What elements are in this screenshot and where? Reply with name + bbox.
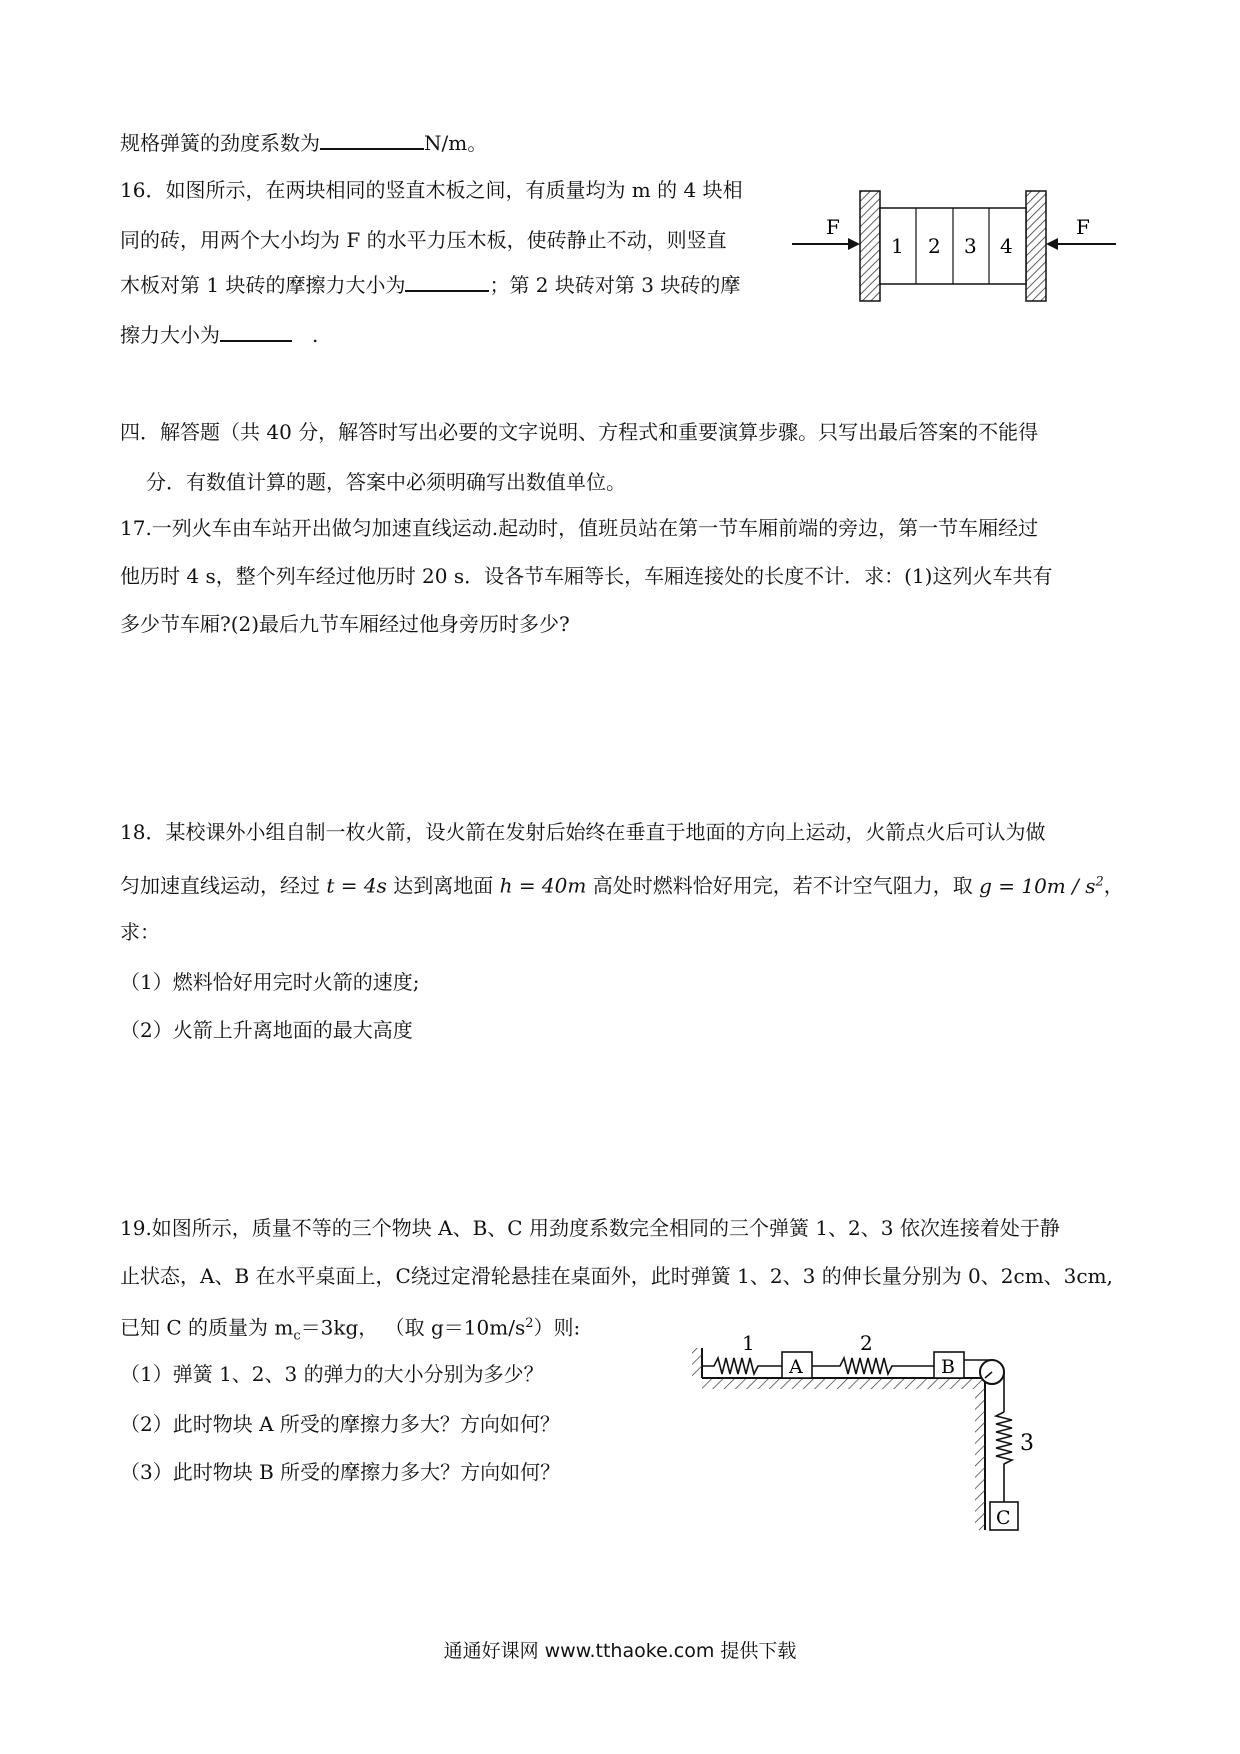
q19-line-3b: ＝3kg， （取 g＝10m/s xyxy=(300,1315,526,1340)
q19-line-1: 19.如图所示，质量不等的三个物块 A、B、C 用劲度系数完全相同的三个弹簧 1、2、3 依次连接着处于静 xyxy=(120,1216,1060,1240)
block-b-label: B xyxy=(941,1356,955,1378)
right-force-label: F xyxy=(1076,215,1090,239)
spring-1-label: 1 xyxy=(742,1332,755,1355)
brick-label-3: 3 xyxy=(964,234,977,258)
q19-g-exponent: 2 xyxy=(525,1316,534,1331)
q15-tail-text: 规格弹簧的劲度系数为 xyxy=(120,131,320,155)
brick-label-1: 1 xyxy=(891,234,904,258)
q16-line-2: 同的砖，用两个大小均为 F 的水平力压木板，使砖静止不动，则竖直 xyxy=(120,228,727,252)
q15-tail-line xyxy=(120,128,487,157)
left-wall-hatch xyxy=(692,1348,702,1378)
q18-sub-1: （1）燃料恰好用完时火箭的速度; xyxy=(120,970,420,994)
brick-label-4: 4 xyxy=(1000,234,1013,258)
q18-line-2c: 高处时燃料恰好用完，若不计空气阻力，取 xyxy=(592,873,973,898)
table-edge-hatch xyxy=(975,1388,985,1530)
spring-3-label: 3 xyxy=(1020,1431,1034,1456)
right-arrow-head xyxy=(1046,238,1058,250)
q16-line-3b: ；第 2 块砖对第 3 块砖的摩 xyxy=(489,273,741,297)
q16-answer-blank-1[interactable] xyxy=(405,270,489,292)
q16-line-4a: 擦力大小为 xyxy=(120,323,220,347)
q16-line-1: 16．如图所示，在两块相同的竖直木板之间，有质量均为 m 的 4 块相 xyxy=(120,178,743,202)
q19-sub-1: （1）弹簧 1、2、3 的弹力的大小分别为多少？ xyxy=(120,1362,544,1386)
left-arrow-head xyxy=(848,238,860,250)
q19-line-3 xyxy=(120,1310,580,1351)
q18-g-exponent: 2 xyxy=(1095,874,1104,889)
page-footer: 通通好课网 www.tthaoke.com 提供下载 xyxy=(443,1640,797,1662)
q18-sub-2: （2）火箭上升离地面的最大高度 xyxy=(120,1018,413,1042)
q19-spring-figure xyxy=(690,1332,1080,1532)
block-a-label: A xyxy=(789,1356,803,1378)
q18-line-2a: 匀加速直线运动，经过 xyxy=(120,873,320,898)
q19-sub-3: （3）此时物块 B 所受的摩擦力多大？方向如何？ xyxy=(120,1460,561,1484)
q18-h-expression: h = 40m xyxy=(499,873,587,898)
spring-3 xyxy=(996,1412,1012,1502)
brick-label-2: 2 xyxy=(928,234,941,258)
left-board xyxy=(860,191,880,301)
q15-unit: N/m。 xyxy=(424,131,488,155)
block-c-label: C xyxy=(996,1507,1011,1529)
q18-line-2d: ， xyxy=(1103,873,1124,898)
table-hatch xyxy=(702,1379,985,1389)
q16-line-3a: 木板对第 1 块砖的摩擦力大小为 xyxy=(120,273,406,297)
q17-line-3: 多少节车厢?(2)最后九节车厢经过他身旁历时多少? xyxy=(120,612,570,636)
section4-line-1: 四．解答题（共 40 分，解答时写出必要的文字说明、方程式和重要演算步骤。只写出最后答案的不能得 xyxy=(120,420,1039,444)
spring-2-label: 2 xyxy=(860,1332,873,1355)
q19-line-3a: 已知 C 的质量为 m xyxy=(120,1315,294,1340)
q16-answer-blank-2[interactable] xyxy=(220,320,292,342)
section4-line-2: 分．有数值计算的题，答案中必须明确写出数值单位。 xyxy=(146,470,626,494)
q19-line-2: 止状态，A、B 在水平桌面上，C绕过定滑轮悬挂在桌面外，此时弹簧 1、2、3 的伸长量分别为 0、2cm、3cm, xyxy=(120,1264,1113,1288)
q18-g-base: g = 10m / s xyxy=(979,873,1096,898)
q19-line-3c: ）则: xyxy=(533,1315,581,1340)
q19-sub-2: （2）此时物块 A 所受的摩擦力多大？方向如何？ xyxy=(120,1412,560,1436)
q16-brick-figure xyxy=(790,186,1120,306)
q18-line-3: 求： xyxy=(120,920,160,944)
q16-line-4b: . xyxy=(312,323,319,347)
right-board xyxy=(1026,191,1046,301)
q15-answer-blank[interactable] xyxy=(320,128,424,150)
spring-1 xyxy=(702,1358,782,1374)
q17-line-1: 17.一列火车由车站开出做匀加速直线运动.起动时，值班员站在第一节车厢前端的旁边，第一节车厢经过 xyxy=(120,516,1039,540)
q18-line-2 xyxy=(120,868,1124,900)
left-force-label: F xyxy=(826,215,840,239)
spring-2 xyxy=(812,1358,934,1374)
q18-t-expression: t = 4s xyxy=(326,873,387,898)
q16-line-3 xyxy=(120,270,740,299)
q18-g-expression xyxy=(979,874,1104,898)
q16-line-4 xyxy=(120,320,318,349)
q18-line-1: 18．某校课外小组自制一枚火箭，设火箭在发射后始终在垂直于地面的方向上运动，火箭点火后可认为做 xyxy=(120,820,1046,844)
q17-line-2: 他历时 4 s，整个列车经过他历时 20 s．设各节车厢等长，车厢连接处的长度不计．求：(1)这列火车共有 xyxy=(120,564,1053,588)
q19-mass-subscript: c xyxy=(293,1328,301,1344)
q18-line-2b: 达到离地面 xyxy=(393,873,494,898)
